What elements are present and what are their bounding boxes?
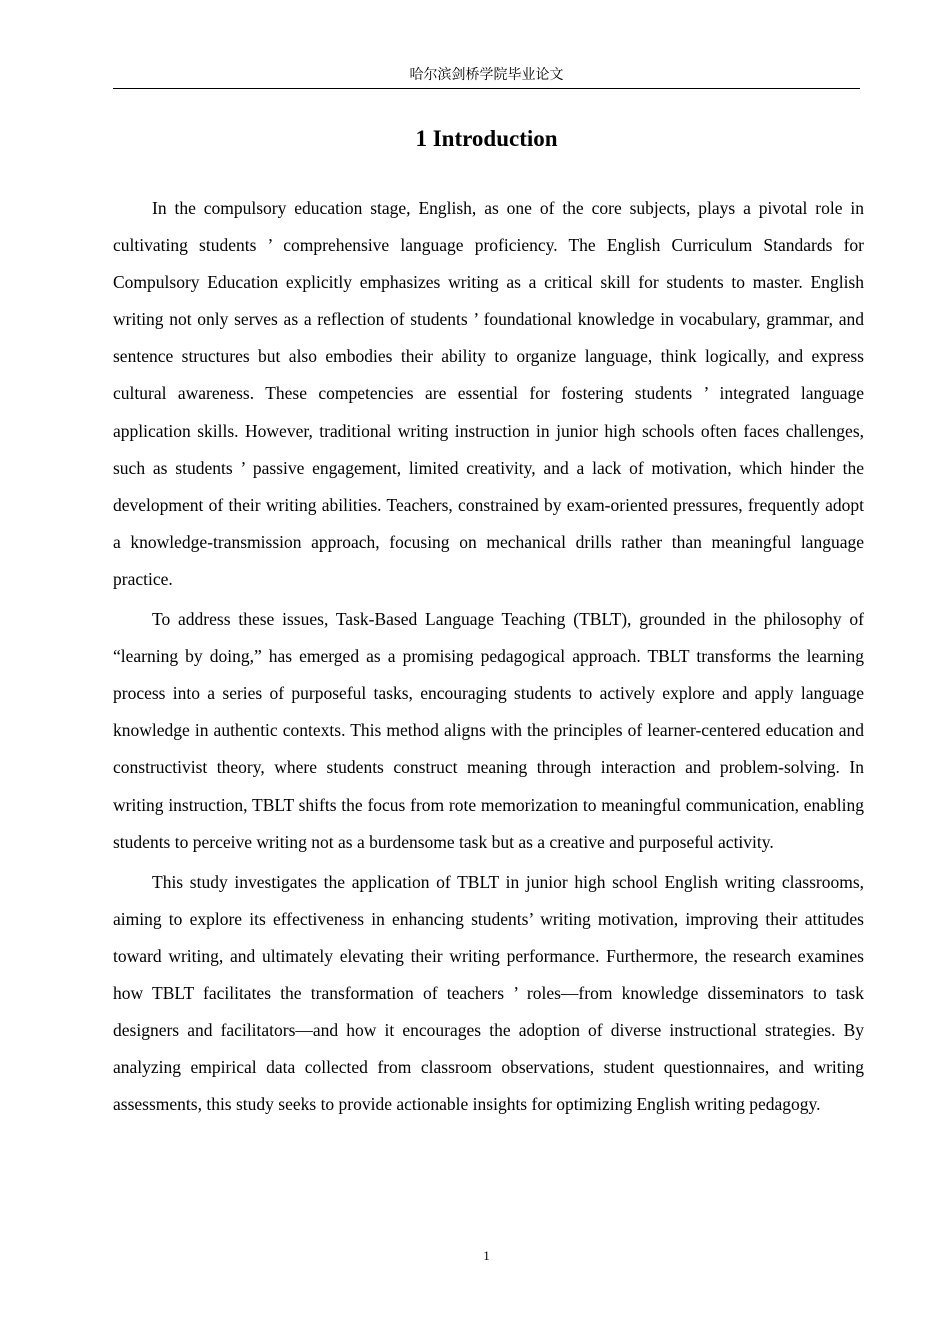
chapter-title: 1 Introduction: [415, 126, 558, 151]
running-header: 哈尔滨剑桥学院毕业论文: [409, 67, 564, 83]
page-number: 1: [483, 1248, 490, 1263]
paragraph-2: To address these issues, Task-Based Language Teaching (TBLT), grounded in the philosophy of “learning by doing,” has emerged as a promising pedagogical approach. TBLT transforms the learning process into a series of purposeful tasks, encouraging students to actively explore and apply language knowledge in authentic contexts. This method aligns with the principles of learner-centered education and constructivist theory, where students construct meaning through interaction and problem-solving. In writing instruction, TBLT shifts the focus from rote memorization to meaningful communication, enabling students to perceive writing not as a burdensome task but as a creative and purposeful activity.: [113, 609, 864, 852]
paragraph-3: This study investigates the application of TBLT in junior high school English writing classrooms, aiming to explore its effectiveness in enhancing students’ writing motivation, improving their attitudes toward writing, and ultimately elevating their writing performance. Furthermore, the research examines how TBLT facilitates the transformation of teachers ’ roles—from knowledge disseminators to task designers and facilitators—and how it encourages the adoption of diverse instructional strategies. By analyzing empirical data collected from classroom observations, student questionnaires, and writing assessments, this study seeks to provide actionable insights for optimizing English writing pedagogy.: [113, 871, 864, 1115]
body-text: [113, 190, 864, 1126]
header-rule: [113, 88, 860, 89]
paragraph-1: In the compulsory education stage, English, as one of the core subjects, plays a pivotal role in cultivating students ’ comprehensive language proficiency. The English Curriculum Standards for Compulsory Education explicitly emphasizes writing as a critical skill for students to master. English writing not only serves as a reflection of students ’ foundational knowledge in vocabulary, grammar, and sentence structures but also embodies their ability to organize language, think logically, and express cultural awareness. These competencies are essential for fostering students ’ integrated language application skills. However, traditional writing instruction in junior high schools often faces challenges, such as students ’ passive engagement, limited creativity, and a lack of motivation, which hinder the development of their writing abilities. Teachers, constrained by exam-oriented pressures, frequently adopt a knowledge-transmission approach, focusing on mechanical drills rather than meaningful language practice.: [113, 198, 864, 589]
